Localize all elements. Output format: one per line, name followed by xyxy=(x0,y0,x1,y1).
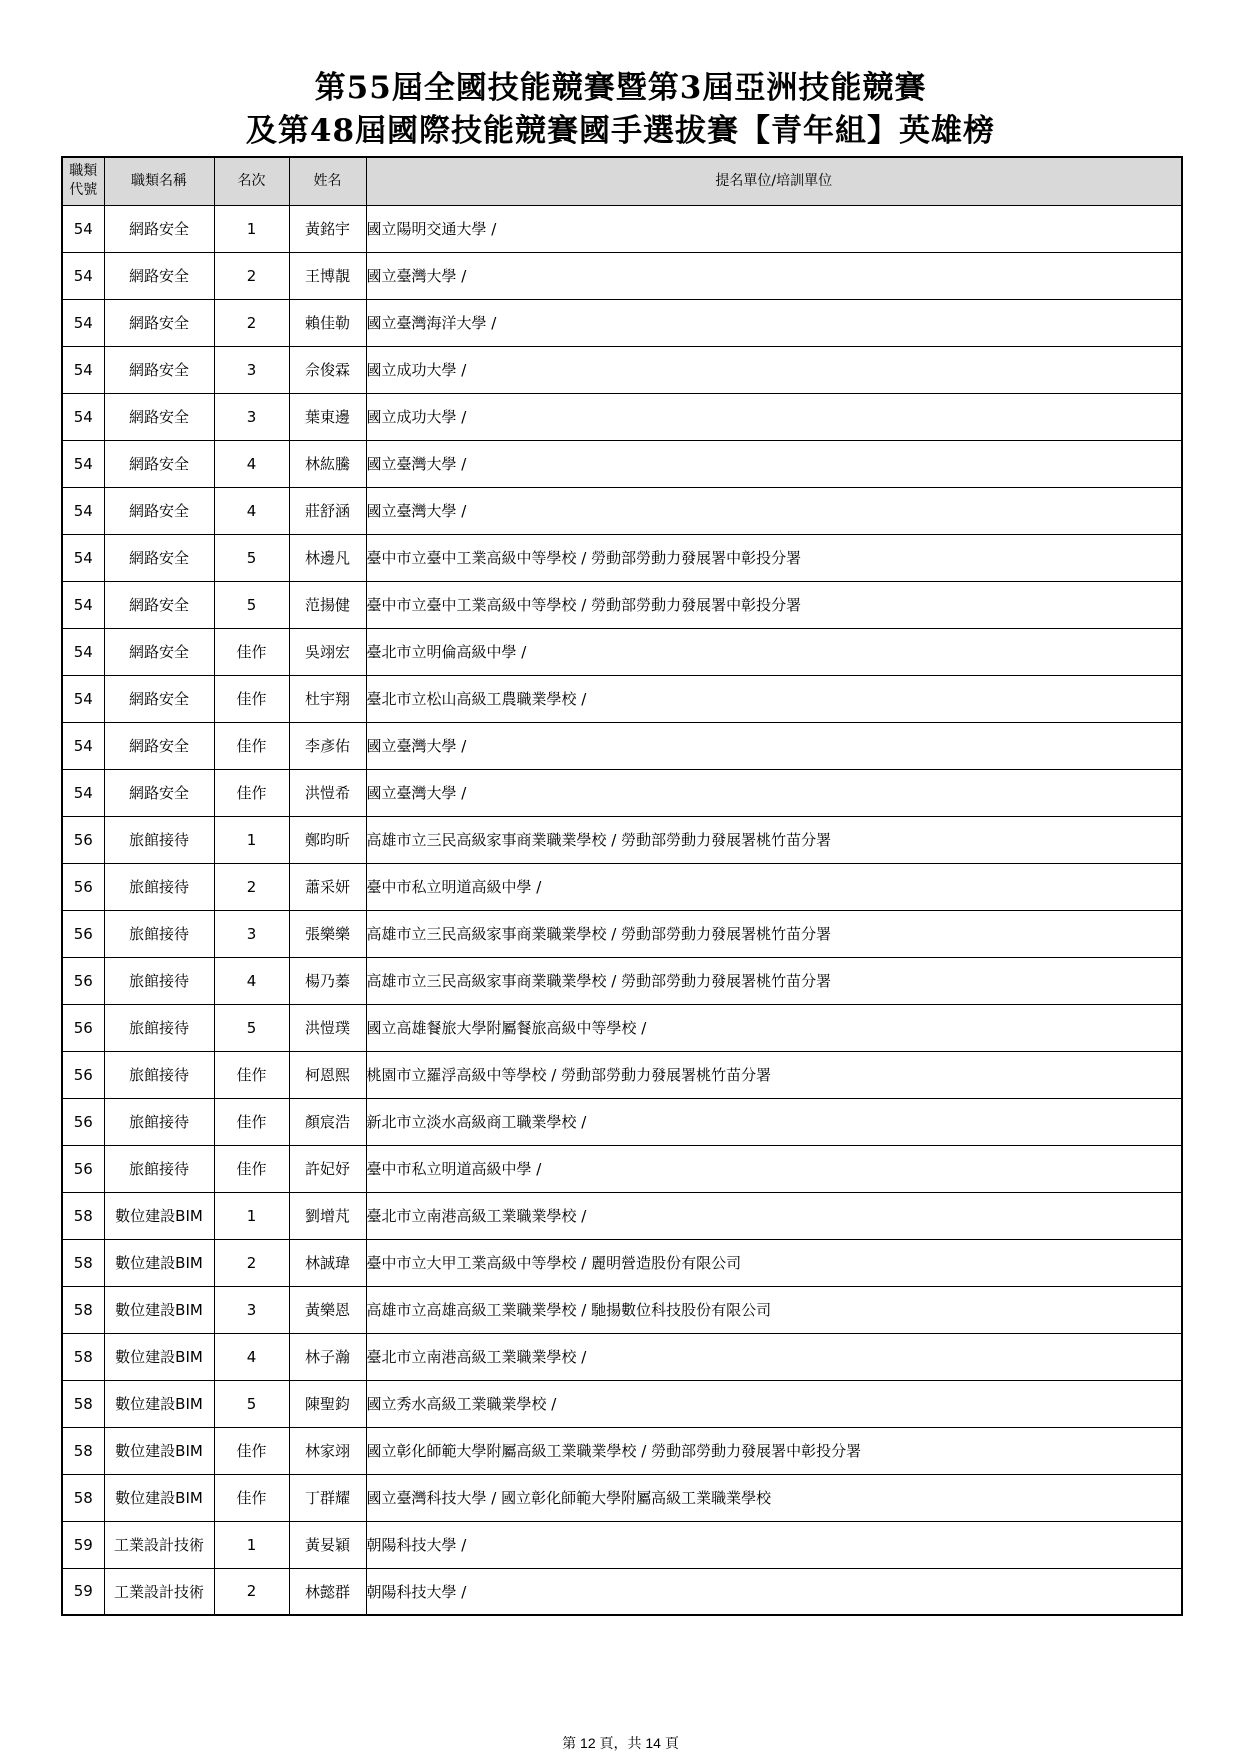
cell-name: 莊舒涵 xyxy=(289,487,366,534)
cell-unit: 國立陽明交通大學 / xyxy=(366,205,1182,252)
cell-code: 56 xyxy=(62,957,104,1004)
cell-code: 54 xyxy=(62,675,104,722)
cell-code: 54 xyxy=(62,346,104,393)
table-row xyxy=(62,1380,1182,1427)
cell-category: 數位建設BIM xyxy=(104,1286,214,1333)
cell-unit: 臺北市立南港高級工業職業學校 / xyxy=(366,1192,1182,1239)
table-row xyxy=(62,393,1182,440)
cell-code: 59 xyxy=(62,1521,104,1568)
cell-unit: 高雄市立三民高級家事商業職業學校 / 勞動部勞動力發展署桃竹苗分署 xyxy=(366,957,1182,1004)
cell-category: 數位建設BIM xyxy=(104,1239,214,1286)
table-row xyxy=(62,1474,1182,1521)
cell-code: 54 xyxy=(62,487,104,534)
cell-name: 范揚健 xyxy=(289,581,366,628)
cell-category: 旅館接待 xyxy=(104,1051,214,1098)
header-unit: 提名單位/培訓單位 xyxy=(366,157,1182,205)
cell-name: 葉東邊 xyxy=(289,393,366,440)
cell-code: 54 xyxy=(62,299,104,346)
header-name: 姓名 xyxy=(289,157,366,205)
cell-unit: 臺中市立臺中工業高級中等學校 / 勞動部勞動力發展署中彰投分署 xyxy=(366,581,1182,628)
cell-category: 數位建設BIM xyxy=(104,1427,214,1474)
cell-category: 網路安全 xyxy=(104,675,214,722)
table-row xyxy=(62,910,1182,957)
cell-name: 陳聖鈞 xyxy=(289,1380,366,1427)
table-row xyxy=(62,534,1182,581)
cell-name: 吳翊宏 xyxy=(289,628,366,675)
cell-rank: 佳作 xyxy=(214,628,289,675)
cell-category: 旅館接待 xyxy=(104,863,214,910)
cell-code: 58 xyxy=(62,1474,104,1521)
cell-name: 洪愷璞 xyxy=(289,1004,366,1051)
cell-unit: 高雄市立三民高級家事商業職業學校 / 勞動部勞動力發展署桃竹苗分署 xyxy=(366,816,1182,863)
cell-code: 58 xyxy=(62,1192,104,1239)
table-row xyxy=(62,1286,1182,1333)
cell-name: 蕭采妍 xyxy=(289,863,366,910)
table-row xyxy=(62,1004,1182,1051)
cell-category: 網路安全 xyxy=(104,346,214,393)
cell-code: 56 xyxy=(62,863,104,910)
cell-code: 58 xyxy=(62,1333,104,1380)
table-row xyxy=(62,769,1182,816)
cell-name: 鄭昀昕 xyxy=(289,816,366,863)
cell-category: 旅館接待 xyxy=(104,910,214,957)
cell-name: 丁群耀 xyxy=(289,1474,366,1521)
cell-unit: 國立秀水高級工業職業學校 / xyxy=(366,1380,1182,1427)
cell-category: 旅館接待 xyxy=(104,1098,214,1145)
cell-name: 王博靚 xyxy=(289,252,366,299)
cell-unit: 國立彰化師範大學附屬高級工業職業學校 / 勞動部勞動力發展署中彰投分署 xyxy=(366,1427,1182,1474)
cell-rank: 3 xyxy=(214,393,289,440)
cell-category: 數位建設BIM xyxy=(104,1333,214,1380)
cell-unit: 臺北市立松山高級工農職業學校 / xyxy=(366,675,1182,722)
table-row xyxy=(62,487,1182,534)
cell-rank: 佳作 xyxy=(214,1474,289,1521)
cell-category: 網路安全 xyxy=(104,628,214,675)
cell-rank: 4 xyxy=(214,487,289,534)
table-row xyxy=(62,1333,1182,1380)
cell-rank: 3 xyxy=(214,910,289,957)
header-code xyxy=(62,157,104,205)
cell-unit: 國立臺灣大學 / xyxy=(366,252,1182,299)
cell-name: 黃妟穎 xyxy=(289,1521,366,1568)
cell-unit: 國立臺灣大學 / xyxy=(366,440,1182,487)
table-row xyxy=(62,863,1182,910)
cell-rank: 佳作 xyxy=(214,722,289,769)
cell-name: 林紘騰 xyxy=(289,440,366,487)
cell-unit: 新北市立淡水高級商工職業學校 / xyxy=(366,1098,1182,1145)
cell-unit: 國立高雄餐旅大學附屬餐旅高級中等學校 / xyxy=(366,1004,1182,1051)
cell-unit: 臺中市立臺中工業高級中等學校 / 勞動部勞動力發展署中彰投分署 xyxy=(366,534,1182,581)
cell-code: 56 xyxy=(62,1051,104,1098)
cell-unit: 朝陽科技大學 / xyxy=(366,1521,1182,1568)
cell-name: 劉增芃 xyxy=(289,1192,366,1239)
cell-name: 賴佳勒 xyxy=(289,299,366,346)
cell-rank: 1 xyxy=(214,816,289,863)
cell-category: 網路安全 xyxy=(104,252,214,299)
cell-unit: 臺中市立大甲工業高級中等學校 / 麗明營造股份有限公司 xyxy=(366,1239,1182,1286)
table-row xyxy=(62,1427,1182,1474)
header-code-line1: 職類 xyxy=(69,163,98,180)
cell-rank: 3 xyxy=(214,1286,289,1333)
cell-code: 56 xyxy=(62,1004,104,1051)
cell-rank: 4 xyxy=(214,957,289,1004)
table-row xyxy=(62,440,1182,487)
table-row xyxy=(62,628,1182,675)
cell-unit: 國立臺灣科技大學 / 國立彰化師範大學附屬高級工業職業學校 xyxy=(366,1474,1182,1521)
cell-rank: 1 xyxy=(214,1192,289,1239)
cell-code: 58 xyxy=(62,1380,104,1427)
honor-roll-table xyxy=(61,156,1183,1616)
cell-name: 柯恩熙 xyxy=(289,1051,366,1098)
cell-rank: 佳作 xyxy=(214,1427,289,1474)
cell-category: 數位建設BIM xyxy=(104,1192,214,1239)
cell-unit: 臺中市私立明道高級中學 / xyxy=(366,1145,1182,1192)
cell-unit: 國立臺灣海洋大學 / xyxy=(366,299,1182,346)
cell-unit: 臺中市私立明道高級中學 / xyxy=(366,863,1182,910)
table-row xyxy=(62,1239,1182,1286)
cell-name: 林誠瑋 xyxy=(289,1239,366,1286)
cell-name: 洪愷希 xyxy=(289,769,366,816)
table-row xyxy=(62,1051,1182,1098)
cell-name: 林家翊 xyxy=(289,1427,366,1474)
table-row xyxy=(62,252,1182,299)
cell-rank: 1 xyxy=(214,205,289,252)
cell-code: 54 xyxy=(62,205,104,252)
cell-category: 網路安全 xyxy=(104,440,214,487)
cell-code: 54 xyxy=(62,581,104,628)
cell-unit: 臺北市立明倫高級中學 / xyxy=(366,628,1182,675)
cell-rank: 佳作 xyxy=(214,1145,289,1192)
cell-category: 旅館接待 xyxy=(104,1004,214,1051)
cell-rank: 5 xyxy=(214,1380,289,1427)
cell-code: 54 xyxy=(62,722,104,769)
cell-category: 旅館接待 xyxy=(104,957,214,1004)
cell-rank: 2 xyxy=(214,1239,289,1286)
cell-code: 54 xyxy=(62,393,104,440)
cell-unit: 國立成功大學 / xyxy=(366,393,1182,440)
cell-rank: 1 xyxy=(214,1521,289,1568)
page-footer: 第 12 頁，共 14 頁 xyxy=(562,1735,679,1751)
cell-category: 工業設計技術 xyxy=(104,1568,214,1615)
header-code-line2: 代號 xyxy=(69,182,98,199)
cell-name: 楊乃蓁 xyxy=(289,957,366,1004)
cell-code: 59 xyxy=(62,1568,104,1615)
cell-unit: 高雄市立高雄高級工業職業學校 / 馳揚數位科技股份有限公司 xyxy=(366,1286,1182,1333)
table-row xyxy=(62,722,1182,769)
cell-code: 56 xyxy=(62,816,104,863)
cell-name: 許妃妤 xyxy=(289,1145,366,1192)
table-row xyxy=(62,299,1182,346)
cell-name: 林邊凡 xyxy=(289,534,366,581)
cell-unit: 國立臺灣大學 / xyxy=(366,487,1182,534)
cell-category: 旅館接待 xyxy=(104,816,214,863)
cell-name: 黃銘宇 xyxy=(289,205,366,252)
cell-code: 54 xyxy=(62,769,104,816)
page-title-line2: 及第48屆國際技能競賽國手選拔賽【青年組】英雄榜 xyxy=(245,113,996,149)
cell-category: 網路安全 xyxy=(104,487,214,534)
table-row xyxy=(62,957,1182,1004)
cell-rank: 佳作 xyxy=(214,769,289,816)
cell-code: 56 xyxy=(62,1098,104,1145)
cell-name: 佘俊霖 xyxy=(289,346,366,393)
cell-category: 旅館接待 xyxy=(104,1145,214,1192)
cell-rank: 5 xyxy=(214,1004,289,1051)
cell-code: 54 xyxy=(62,628,104,675)
cell-name: 杜宇翔 xyxy=(289,675,366,722)
cell-code: 58 xyxy=(62,1286,104,1333)
cell-category: 網路安全 xyxy=(104,205,214,252)
cell-unit: 國立成功大學 / xyxy=(366,346,1182,393)
header-category: 職類名稱 xyxy=(104,157,214,205)
cell-category: 網路安全 xyxy=(104,534,214,581)
table-row xyxy=(62,581,1182,628)
cell-rank: 4 xyxy=(214,1333,289,1380)
cell-code: 58 xyxy=(62,1427,104,1474)
cell-code: 56 xyxy=(62,1145,104,1192)
cell-code: 58 xyxy=(62,1239,104,1286)
cell-code: 56 xyxy=(62,910,104,957)
cell-name: 李彥佑 xyxy=(289,722,366,769)
cell-category: 網路安全 xyxy=(104,299,214,346)
cell-name: 張樂樂 xyxy=(289,910,366,957)
cell-rank: 佳作 xyxy=(214,1051,289,1098)
table-row xyxy=(62,346,1182,393)
table-header-row xyxy=(62,157,1182,205)
cell-rank: 佳作 xyxy=(214,675,289,722)
table-row xyxy=(62,1192,1182,1239)
cell-category: 網路安全 xyxy=(104,393,214,440)
table-row xyxy=(62,816,1182,863)
cell-category: 數位建設BIM xyxy=(104,1474,214,1521)
table-row xyxy=(62,1145,1182,1192)
cell-unit: 國立臺灣大學 / xyxy=(366,769,1182,816)
cell-unit: 高雄市立三民高級家事商業職業學校 / 勞動部勞動力發展署桃竹苗分署 xyxy=(366,910,1182,957)
cell-rank: 2 xyxy=(214,1568,289,1615)
table-row xyxy=(62,1098,1182,1145)
table-row xyxy=(62,675,1182,722)
cell-rank: 佳作 xyxy=(214,1098,289,1145)
table-row xyxy=(62,1568,1182,1615)
cell-rank: 5 xyxy=(214,581,289,628)
cell-code: 54 xyxy=(62,440,104,487)
cell-unit: 桃園市立羅浮高級中等學校 / 勞動部勞動力發展署桃竹苗分署 xyxy=(366,1051,1182,1098)
cell-rank: 2 xyxy=(214,252,289,299)
header-rank: 名次 xyxy=(214,157,289,205)
cell-name: 林子瀚 xyxy=(289,1333,366,1380)
cell-name: 黃樂恩 xyxy=(289,1286,366,1333)
table-row xyxy=(62,1521,1182,1568)
cell-code: 54 xyxy=(62,252,104,299)
cell-category: 網路安全 xyxy=(104,722,214,769)
table-row xyxy=(62,205,1182,252)
cell-rank: 4 xyxy=(214,440,289,487)
cell-rank: 2 xyxy=(214,863,289,910)
cell-category: 網路安全 xyxy=(104,581,214,628)
cell-category: 數位建設BIM xyxy=(104,1380,214,1427)
cell-name: 顏宸浩 xyxy=(289,1098,366,1145)
page-title-line1: 第55屆全國技能競賽暨第3屆亞洲技能競賽 xyxy=(314,70,927,106)
cell-unit: 臺北市立南港高級工業職業學校 / xyxy=(366,1333,1182,1380)
cell-unit: 朝陽科技大學 / xyxy=(366,1568,1182,1615)
cell-unit: 國立臺灣大學 / xyxy=(366,722,1182,769)
cell-category: 網路安全 xyxy=(104,769,214,816)
cell-name: 林懿群 xyxy=(289,1568,366,1615)
cell-rank: 3 xyxy=(214,346,289,393)
cell-rank: 5 xyxy=(214,534,289,581)
cell-category: 工業設計技術 xyxy=(104,1521,214,1568)
cell-rank: 2 xyxy=(214,299,289,346)
cell-code: 54 xyxy=(62,534,104,581)
